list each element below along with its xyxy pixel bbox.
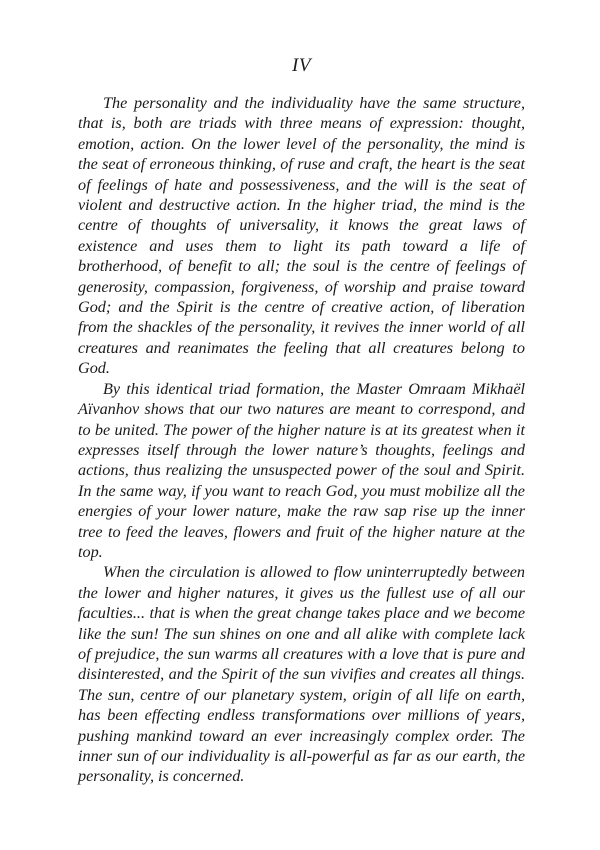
book-page bbox=[78, 55, 525, 787]
page-number: IV bbox=[292, 55, 311, 76]
paragraph-1: The personality and the individuality have the same structure, that is, both are triads with three means of expression: thought, emotion, action. On the lower level of the personality, the mind is the seat of erroneous thinking, of ruse and craft, the heart is the seat of feelings of hate and possessiveness, and the will is the seat of violent and destructive action. In the higher triad, the mind is the centre of thoughts of universality, it knows the great laws of existence and uses them to light its path toward a life of brotherhood, of benefit to all; the soul is the centre of feelings of generosity, compassion, forgiveness, of worship and praise toward God; and the Spirit is the centre of creative action, of liberation from the shackles of the personality, it revives the inner world of all creatures and reanimates the feeling that all creatures belong to God. bbox=[78, 94, 525, 378]
paragraph-3: When the circulation is allowed to flow uninterruptedly between the lower and higher natures, it gives us the fullest use of all our faculties... that is when the great change takes place and we become like the sun! The sun shines on one and all alike with complete lack of prejudice, the sun warms all creatures with a love that is pure and disinterested, and the Spirit of the sun vivifies and creates all things. The sun, centre of our planetary system, origin of all life on earth, has been effecting endless transformations over millions of years, pushing mankind toward an ever increasingly complex order. The inner sun of our individuality is all-powerful as far as our earth, the personality, is concerned. bbox=[78, 563, 525, 786]
paragraph-2: By this identical triad formation, the Master Omraam Mikhaël Aïvanhov shows that our two natures are meant to correspond, and to be united. The power of the higher nature is at its greatest when it expresses itself through the lower nature’s thoughts, feelings and actions, thus realizing the unsuspected power of the soul and Spirit. In the same way, if you want to reach God, you must mobilize all the energies of your lower nature, make the raw sap rise up the inner tree to feed the leaves, flowers and fruit of the higher nature at the top. bbox=[78, 379, 525, 561]
